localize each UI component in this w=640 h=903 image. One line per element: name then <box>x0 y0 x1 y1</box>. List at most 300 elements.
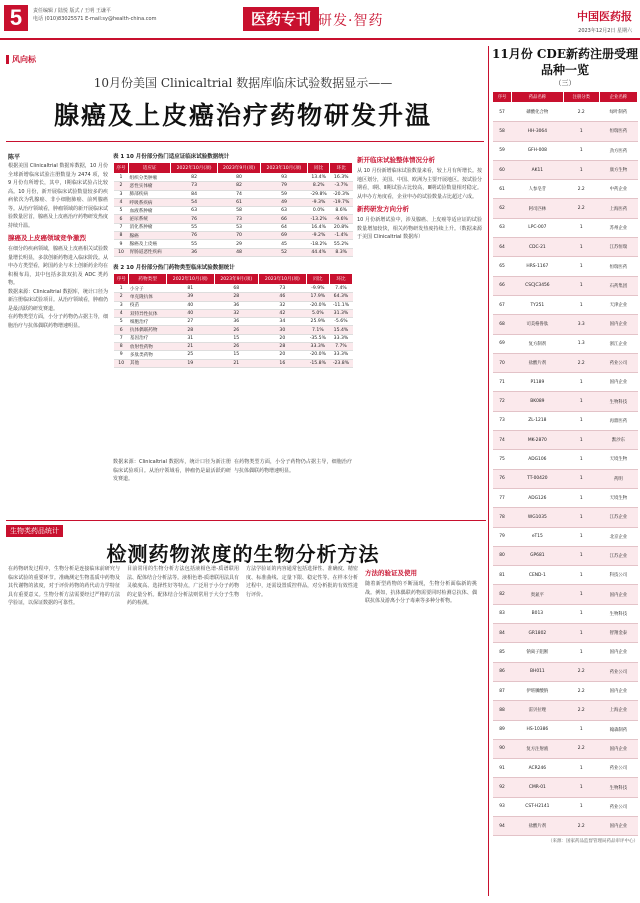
article-headline: 检测药物浓度的生物分析方法 <box>106 542 380 566</box>
panel-part: （三） <box>554 79 576 87</box>
table-cell: 1 <box>563 604 599 623</box>
table-cell: 上海医药 <box>599 199 637 218</box>
table-cell: -35.5% <box>306 334 329 342</box>
table-cell: 66 <box>493 276 512 295</box>
table-cell: 34 <box>258 318 306 326</box>
table-row <box>114 359 353 367</box>
table-cell: 2.2 <box>563 103 599 122</box>
table-cell: 73 <box>258 284 306 292</box>
table-cell: 呼吸系疾病 <box>129 198 171 206</box>
table-cell: 8 <box>114 343 129 351</box>
table-cell: 8.6% <box>330 207 353 215</box>
table-cell: 21 <box>214 359 258 367</box>
paragraph: 在细分的疾病领域，腺癌及上皮癌相关试验数量增长明显，多款创新药物进入临床阶段。从申办方类型看，跨国药企与本土创新药企均在积极布局，其中包括多款双抗及 ADC 类药物。 <box>8 246 108 286</box>
table-cell: 1 <box>114 284 129 292</box>
table-header-cell: 环比 <box>330 163 353 174</box>
table-row <box>493 701 638 720</box>
table-cell: 64 <box>493 238 512 257</box>
table-row <box>493 797 638 816</box>
table-cell: 89 <box>493 720 512 739</box>
table-cell: 劲方医药 <box>599 141 637 160</box>
byline: 陈平 <box>8 154 21 161</box>
table-cell: 再鼎医药 <box>599 411 637 430</box>
table-cell: 1 <box>563 218 599 237</box>
table-cell: 8.3% <box>330 248 353 256</box>
table-cell: TY251 <box>512 295 564 314</box>
table-cell: CST-H2141 <box>512 797 564 816</box>
table-cell: 84 <box>171 190 218 198</box>
table-cell: 79 <box>493 527 512 546</box>
table-row <box>493 180 638 199</box>
table-cell: 2.2 <box>563 681 599 700</box>
table-cell: 13.4% <box>307 174 330 182</box>
paragraph: 数据来源：Clinicaltrial 数据库，统计口径为新注册临床试验项目。从治疗领域看，肿瘤仍是最活跃的研发赛道。 <box>8 288 108 312</box>
table-cell: 阿司匹林 <box>512 199 564 218</box>
table-cell: 32 <box>258 301 306 309</box>
table-cell: 68 <box>493 315 512 334</box>
table-cell: 69 <box>261 232 308 240</box>
table-header-cell: 2022年10月(项) <box>166 273 214 284</box>
table-cell: -19.7% <box>330 198 353 206</box>
table-cell: 21 <box>166 343 214 351</box>
table-row <box>114 232 353 240</box>
table-cell: 63 <box>261 207 308 215</box>
table-cell: 3.3 <box>563 315 599 334</box>
table-cell: 93 <box>261 174 308 182</box>
table-row <box>114 293 353 301</box>
table-cell: 5.0% <box>306 309 329 317</box>
table-cell: GFH-008 <box>512 141 564 160</box>
table-cell: 78 <box>493 508 512 527</box>
subheading: 方法的验证及使用 <box>365 569 417 577</box>
table-row <box>493 469 638 488</box>
editor-line: 责任编辑 / 陆悦 版式 / 王明 王谦平 <box>33 8 111 14</box>
table-row <box>114 240 353 248</box>
table-cell: 奥氮平 <box>512 585 564 604</box>
table-cell: 26 <box>214 326 258 334</box>
table-row <box>493 103 638 122</box>
table-cell: 血液系肿瘤 <box>129 207 171 215</box>
article-column-d <box>357 152 482 518</box>
table-cell: 61 <box>493 180 512 199</box>
table-row <box>493 739 638 758</box>
table-cell: 1 <box>563 546 599 565</box>
table-cell: HS-10386 <box>512 720 564 739</box>
table-cell: 1 <box>563 759 599 778</box>
table-cell: 61 <box>217 198 260 206</box>
table-header-cell: 序号 <box>114 273 129 284</box>
table-cell: 0.0% <box>307 207 330 215</box>
table-cell: 1 <box>563 720 599 739</box>
table-cell: 54 <box>171 198 218 206</box>
table-row <box>114 343 353 351</box>
table-row <box>493 508 638 527</box>
table-cell: 生物科技 <box>599 604 637 623</box>
table-cell: 1 <box>563 257 599 276</box>
table-cell: 76 <box>493 469 512 488</box>
table-cell: 82 <box>171 174 218 182</box>
table-cell: 2.2 <box>563 739 599 758</box>
table-cell: 科技公司 <box>599 566 637 585</box>
table-row <box>493 488 638 507</box>
table-cell: 90 <box>493 739 512 758</box>
column-tag: 生物类药品统计 <box>6 525 63 537</box>
table-cell: 1 <box>563 392 599 411</box>
table-row <box>493 238 638 257</box>
table-cell: 1 <box>563 238 599 257</box>
table-cell: CDC-21 <box>512 238 564 257</box>
table-cell: 细胞治疗 <box>129 318 166 326</box>
table-cell: 59 <box>261 190 308 198</box>
table-cell: 放射性药物 <box>129 343 166 351</box>
table-cell: HH-3064 <box>512 122 564 141</box>
table-row <box>493 720 638 739</box>
table-cell: 复方制剂 <box>512 334 564 353</box>
table-header-cell: 注册分类 <box>563 92 599 103</box>
table-cell: 15 <box>214 351 258 359</box>
table-cell: 25.9% <box>306 318 329 326</box>
page-number: 5 <box>4 5 28 31</box>
table-cell: CSCJC3456 <box>512 276 564 295</box>
table-row <box>493 527 638 546</box>
table-row <box>493 334 638 353</box>
table-cell: 雷贝拉唑 <box>512 701 564 720</box>
table-row <box>114 174 353 182</box>
table-cell: BK089 <box>512 392 564 411</box>
table-cell: 39 <box>166 293 214 301</box>
table-cell: 1 <box>563 643 599 662</box>
table-cell: 73 <box>171 182 218 190</box>
table-cell: 疫苗 <box>129 301 166 309</box>
paragraph: 随着新型药物的不断涌现，生物分析面临新的挑战。例如，抗体偶联药物需要同时检测总抗体、偶联抗体及游离小分子毒素等多种分析物。 <box>365 581 477 604</box>
table-cell: 70 <box>217 232 260 240</box>
table-cell: 77 <box>493 488 512 507</box>
table-cell: 68 <box>214 284 258 292</box>
table-row <box>114 301 353 309</box>
table-cell: 20 <box>258 351 306 359</box>
table-cell: 江苏企业 <box>599 546 637 565</box>
table-row <box>114 207 353 215</box>
table-cell: 江苏企业 <box>599 508 637 527</box>
cde-list-panel <box>492 46 638 901</box>
column-divider <box>488 46 489 896</box>
contact-line: 电话 (010)83025571 E-mail:sy@health-china.com <box>33 16 157 22</box>
table-cell: 15 <box>214 334 258 342</box>
table-cell: 82 <box>493 585 512 604</box>
article-kicker: 10月份美国 Clinicaltrial 数据库临床试验数据显示—— <box>93 76 393 90</box>
table-cell: 46 <box>258 293 306 301</box>
table-cell: -9.9% <box>306 284 329 292</box>
table-cell: 生物科技 <box>599 778 637 797</box>
table-cell: 86 <box>493 662 512 681</box>
table-cell: 腺癌及上皮癌 <box>129 240 171 248</box>
table-cell: 4 <box>114 309 129 317</box>
table-header-cell: 2023年10月(项) <box>258 273 306 284</box>
table-header-cell: 2023年9月(项) <box>217 163 260 174</box>
table-row <box>493 353 638 372</box>
table-cell: 多肽类药物 <box>129 351 166 359</box>
table-header-cell: 2023年9月(项) <box>214 273 258 284</box>
table-cell: 国内企业 <box>599 373 637 392</box>
table-header-cell: 2023年10月(项) <box>261 163 308 174</box>
table-cell: 58 <box>493 122 512 141</box>
table-cell: AK11 <box>512 160 564 179</box>
table-cell: 1 <box>563 295 599 314</box>
table-cell: 药业公司 <box>599 797 637 816</box>
table-cell: 59 <box>493 141 512 160</box>
table-cell: -20.0% <box>306 301 329 309</box>
table-row <box>493 431 638 450</box>
table-cell: 32 <box>214 309 258 317</box>
table-cell: 70 <box>493 353 512 372</box>
table-cell: 天津企业 <box>599 295 637 314</box>
paragraph: 方法学验证的内容通常包括选择性、准确度、精密度、标准曲线、定量下限、稳定性等。在样本分析过程中，还需设置质控样品，对分析批的有效性进行评价。 <box>246 566 358 598</box>
table-header-cell: 同比 <box>307 163 330 174</box>
paragraph: 从 10 月份新增临床试验数量来看，较上月有所增长。按地区划分，美国、中国、欧洲为主要开展地区。按试验分期看，Ⅰ期、Ⅱ期试验占比较高，Ⅲ期试验数量相对稳定。从申办方角度看，企业申办的试验数量占比超过六成。 <box>357 168 482 200</box>
table-cell: GP681 <box>512 546 564 565</box>
table-cell: 国内企业 <box>599 315 637 334</box>
editor-info <box>33 7 156 23</box>
table-cell: WG1035 <box>512 508 564 527</box>
table-cell: 76 <box>171 215 218 223</box>
table-cell: TT-00420 <box>512 469 564 488</box>
table-header-cell: 序号 <box>493 92 512 103</box>
paragraph: 在药物类型方面，小分子药物仍占据主导，细胞治疗与抗体偶联药物增速明显。 <box>8 314 108 329</box>
table-cell: 中药企业 <box>599 180 637 199</box>
table-cell: 16.3% <box>330 174 353 182</box>
article2-column-3 <box>246 565 358 890</box>
panel-source: （来源：国家药品监督管理局药品审评中心） <box>548 839 638 845</box>
subheading: 新开临床试验整体情况分析 <box>357 156 435 164</box>
table-cell: 27 <box>166 318 214 326</box>
table-cell: 20.8% <box>330 223 353 231</box>
table-cell: 8 <box>114 232 129 240</box>
table-cell: BH011 <box>512 662 564 681</box>
table-cell: 胃肠道恶性疾病 <box>129 248 171 256</box>
table-cell: 2.2 <box>563 180 599 199</box>
table-cell: 7.7% <box>329 343 352 351</box>
indication-table <box>113 162 353 257</box>
table-cell: 49 <box>261 198 308 206</box>
paragraph: 10 月份新增试验中，涉及腺癌、上皮癌等适应证的试验数量增加较快，相关药物研发热度持续上升。（数据来源于美国 Clinicaltrial 数据库） <box>357 217 482 240</box>
table-cell: 1 <box>563 508 599 527</box>
table-row <box>493 546 638 565</box>
table-cell: 5 <box>114 207 129 215</box>
table-cell: 3 <box>114 301 129 309</box>
cde-table <box>492 91 638 836</box>
table-cell: 北京企业 <box>599 527 637 546</box>
table-cell: 62 <box>493 199 512 218</box>
table-cell: LPC-007 <box>512 218 564 237</box>
table-cell: 盐酸片剂 <box>512 353 564 372</box>
table-cell: -23.8% <box>329 359 352 367</box>
table-row <box>114 198 353 206</box>
table-cell: 1 <box>563 469 599 488</box>
table-cell: 肺部疾病 <box>129 190 171 198</box>
table-header-cell: 序号 <box>114 163 129 174</box>
table-cell: 4 <box>114 198 129 206</box>
table-cell: 45 <box>261 240 308 248</box>
table-cell: 组织分类肿瘤 <box>129 174 171 182</box>
table-cell: 40 <box>166 309 214 317</box>
table-row <box>493 199 638 218</box>
table-row <box>493 604 638 623</box>
table-row <box>114 248 353 256</box>
table-cell: 生物科技 <box>599 392 637 411</box>
table-header-cell: 药品名称 <box>512 92 564 103</box>
table-cell: 73 <box>217 215 260 223</box>
table-cell: 6 <box>114 326 129 334</box>
table-cell: -1.4% <box>330 232 353 240</box>
table-cell: 2 <box>114 293 129 301</box>
issue-date: 2023年12月2日 星期六 <box>578 28 632 34</box>
table-cell: 19 <box>166 359 214 367</box>
table-cell: 33.3% <box>306 343 329 351</box>
table-cell: 33.3% <box>329 334 352 342</box>
table-cell: 52 <box>261 248 308 256</box>
table-header-cell: 药物类型 <box>129 273 166 284</box>
table-cell: 恒瑞医药 <box>599 257 637 276</box>
table-cell: 1 <box>563 411 599 430</box>
table-cell: 2.2 <box>563 816 599 835</box>
table-cell: 20 <box>258 334 306 342</box>
table-cell: 64 <box>261 223 308 231</box>
table-cell: 天境生物 <box>599 450 637 469</box>
table-cell: 1 <box>563 276 599 295</box>
table-cell: 16.4% <box>307 223 330 231</box>
table-cell: 1 <box>563 450 599 469</box>
table-cell: 钠离子阻断 <box>512 643 564 662</box>
table-cell: 基因治疗 <box>129 334 166 342</box>
table-row <box>493 624 638 643</box>
tables-block <box>113 152 353 374</box>
table-row <box>493 643 638 662</box>
table-cell: 国内企业 <box>599 643 637 662</box>
table-cell: 药明 <box>599 469 637 488</box>
table-cell: 1 <box>114 174 129 182</box>
table-cell: 1 <box>563 778 599 797</box>
table-cell: 1 <box>563 141 599 160</box>
table-cell: 28 <box>214 293 258 301</box>
table-cell: 8.2% <box>307 182 330 190</box>
table-cell: 36 <box>171 248 218 256</box>
column-tag: 风向标 <box>6 55 36 64</box>
headline-rule <box>6 141 484 142</box>
table-cell: 国内企业 <box>599 681 637 700</box>
table-cell: 73 <box>493 411 512 430</box>
table-cell: 磷酸化合物 <box>512 103 564 122</box>
table-cell: 7 <box>114 223 129 231</box>
table-header-cell: 环比 <box>329 273 352 284</box>
table-cell: 恶性实体瘤 <box>129 182 171 190</box>
table-cell: -29.8% <box>307 190 330 198</box>
table-cell: 默沙东 <box>599 431 637 450</box>
table-cell: 28 <box>166 326 214 334</box>
table-cell: 消化系肿瘤 <box>129 223 171 231</box>
table-cell: 55 <box>171 223 218 231</box>
table-cell: 天境生物 <box>599 488 637 507</box>
drug-type-table <box>113 273 353 368</box>
table-cell: 1 <box>563 585 599 604</box>
table-row <box>493 257 638 276</box>
table-cell: 63 <box>493 218 512 237</box>
table-cell: 30 <box>258 326 306 334</box>
table-cell: 82 <box>217 182 260 190</box>
table-cell: eT15 <box>512 527 564 546</box>
table-cell: 7.1% <box>306 326 329 334</box>
table-cell: 2.2 <box>563 662 599 681</box>
table-cell: 40 <box>166 301 214 309</box>
table-cell: 64.3% <box>329 293 352 301</box>
table-row <box>493 662 638 681</box>
table-cell: 74 <box>493 431 512 450</box>
table-row <box>114 326 353 334</box>
table-row <box>493 122 638 141</box>
table-cell: 3 <box>114 190 129 198</box>
table-cell: 80 <box>493 546 512 565</box>
table-cell: 36 <box>214 318 258 326</box>
table-cell: MK-2870 <box>512 431 564 450</box>
table-cell: 74 <box>217 190 260 198</box>
table-cell: 小分子 <box>129 284 166 292</box>
table-cell: 67 <box>493 295 512 314</box>
table-cell: 1 <box>563 122 599 141</box>
table-row <box>493 315 638 334</box>
table-cell: 国内企业 <box>599 585 637 604</box>
table-title: 表 1 10 月份部分热门适应证临床试验数据统计 <box>113 154 230 160</box>
table-cell: 48 <box>217 248 260 256</box>
table-cell: 25 <box>166 351 214 359</box>
table-row <box>493 276 638 295</box>
table-cell: 1 <box>563 797 599 816</box>
table-cell: 药业公司 <box>599 662 637 681</box>
table-row <box>114 284 353 292</box>
table-header-cell: 2022年10月(项) <box>171 163 218 174</box>
table-row <box>493 218 638 237</box>
table-row <box>493 373 638 392</box>
table-cell: -15.8% <box>306 359 329 367</box>
table-cell: 79 <box>261 182 308 190</box>
table-cell: 93 <box>493 797 512 816</box>
table-cell: -18.2% <box>307 240 330 248</box>
table-cell: 16 <box>258 359 306 367</box>
table-row <box>493 681 638 700</box>
table-row <box>114 309 353 317</box>
table-cell: 55 <box>171 240 218 248</box>
table-row <box>114 351 353 359</box>
table-row <box>114 182 353 190</box>
table-title: 表 2 10 月份部分热门药物类型临床试验数据统计 <box>113 264 235 271</box>
table-cell: 58 <box>217 207 260 215</box>
table-cell: 国内企业 <box>599 816 637 835</box>
section-separator <box>6 520 486 521</box>
table-cell: 15.4% <box>329 326 352 334</box>
table-cell: 伊班膦酸钠 <box>512 681 564 700</box>
table-cell: 石药集团 <box>599 276 637 295</box>
table-row <box>493 778 638 797</box>
paragraph: 根据美国 Clinicaltrial 数据库数据，10 月份全球新增临床试验注册数量为 2474 项，较 9 月份有所增长，其中，Ⅰ期临床试验占比较高。10 月份，新开展临床试验数量较多的疾病依次为乳腺癌、非小细胞肺癌、前列腺癌等。从治疗领域看，肿瘤领域的新开展临床试验数量居首，腺癌及上皮癌治疗药物研发热度持续升温。 <box>8 163 108 229</box>
table-cell: 江苏恒瑞 <box>599 238 637 257</box>
table-cell: 10 <box>114 248 129 256</box>
table-cell: 57 <box>493 103 512 122</box>
paragraph: 在药物类型方面，小分子药物仍占据主导，细胞治疗与抗体偶联药物增速明显。 <box>234 459 352 474</box>
table-cell: 上海企业 <box>599 701 637 720</box>
table-cell: 复方注射液 <box>512 739 564 758</box>
table-cell: 1 <box>563 566 599 585</box>
article-column-b <box>113 458 231 520</box>
table-cell: CMR-01 <box>512 778 564 797</box>
table-row <box>493 295 638 314</box>
